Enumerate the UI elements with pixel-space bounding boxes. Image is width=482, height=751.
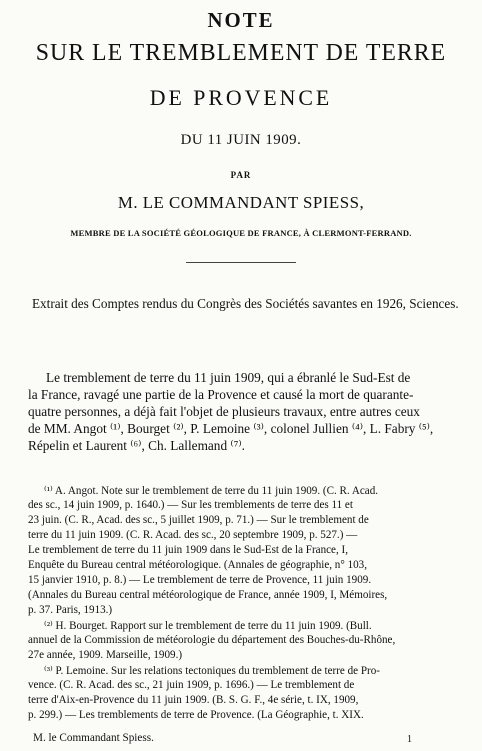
footnote-line-4: terre du 11 juin 1909. (C. R. Acad. des sc., 20 septembre 1909, p. 527.) — [28,529,358,541]
footnote-line-1: ⁽¹⁾ A. Angot. Note sur le tremblement de terre du 11 juin 1909. (C. R. Acad. [44,485,379,497]
footnote-line-11: annuel de la Commission de météorologie du département des Bouches-du-Rhône, [28,634,396,646]
title-note: NOTE [207,8,275,32]
footnote-line-3: 23 juin. (C. R., Acad. des sc., 5 juillet 1909, p. 71.) — Sur le tremblement de [28,514,369,526]
body-line-2: la France, ravagé une partie de la Provence et causé la mort de quarante- [28,387,414,402]
footnote-line-8: (Annales du Bureau central météorologique de France, année 1909, I, Mémoires, [28,589,388,601]
footnote-line-15: terre d'Aix-en-Provence du 11 juin 1909. (B. S. G. F., 4e série, t. IX, 1909, [28,694,359,706]
extract-notice: Extrait des Comptes rendus du Congrès des Sociétés savantes en 1926, Sciences. [32,296,459,311]
footnote-line-16: p. 299.) — Les tremblements de terre de Provence. (La Géographie, t. XIX. [28,709,364,721]
divider-rule [186,262,296,263]
footnote-line-12: 27e année, 1909. Marseille, 1909.) [28,649,183,661]
title-date: DU 11 JUIN 1909. [180,132,302,148]
footnote-line-10: ⁽²⁾ H. Bourget. Rapport sur le tremblement de terre du 11 juin 1909. (Bull. [44,620,372,632]
author-affiliation: MEMBRE DE LA SOCIÉTÉ GÉOLOGIQUE DE FRANCE, À CLERMONT-FERRAND. [70,228,412,238]
body-line-3: quatre personnes, a déjà fait l'objet de plusieurs travaux, entre autres ceux [28,404,420,419]
title-region: DE PROVENCE [149,85,333,110]
body-line-1: Le tremblement de terre du 11 juin 1909, qui a ébranlé le Sud-Est de [46,370,411,385]
footnote-line-9: p. 37. Paris, 1913.) [28,604,113,616]
author-name: M. LE COMMANDANT SPIESS, [117,193,365,212]
footnote-line-6: Enquête du Bureau central météorologique. (Annales de géographie, n° 103, [28,559,367,571]
byline-par: PAR [230,170,252,180]
footnote-line-2: des sc., 14 juin 1909, p. 1640.) — Sur les tremblements de terre des 11 et [28,499,353,511]
footnote-line-7: 15 janvier 1910, p. 8.) — Le tremblement de terre de Provence, 11 juin 1909. [28,574,372,586]
footnote-line-13: ⁽³⁾ P. Lemoine. Sur les relations tectoniques du tremblement de terre de Pro- [44,665,380,677]
footnote-line-14: vence. (C. R. Acad. des sc., 21 juin 1909, p. 1696.) — Le tremblement de [28,679,355,691]
body-line-5: Répelin et Laurent ⁽⁶⁾, Ch. Lallemand ⁽⁷⁾. [28,438,245,453]
footer-page-mark: 1 [407,734,412,745]
title-main: SUR LE TREMBLEMENT DE TERRE [35,40,447,66]
footnote-line-5: Le tremblement de terre du 11 juin 1909 dans le Sud-Est de la France, I, [28,544,348,556]
footer-signature: M. le Commandant Spiess. [33,732,154,744]
body-line-4: de MM. Angot ⁽¹⁾, Bourget ⁽²⁾, P. Lemoine ⁽³⁾, colonel Jullien ⁽⁴⁾, L. Fabry ⁽⁵⁾, [28,421,434,436]
